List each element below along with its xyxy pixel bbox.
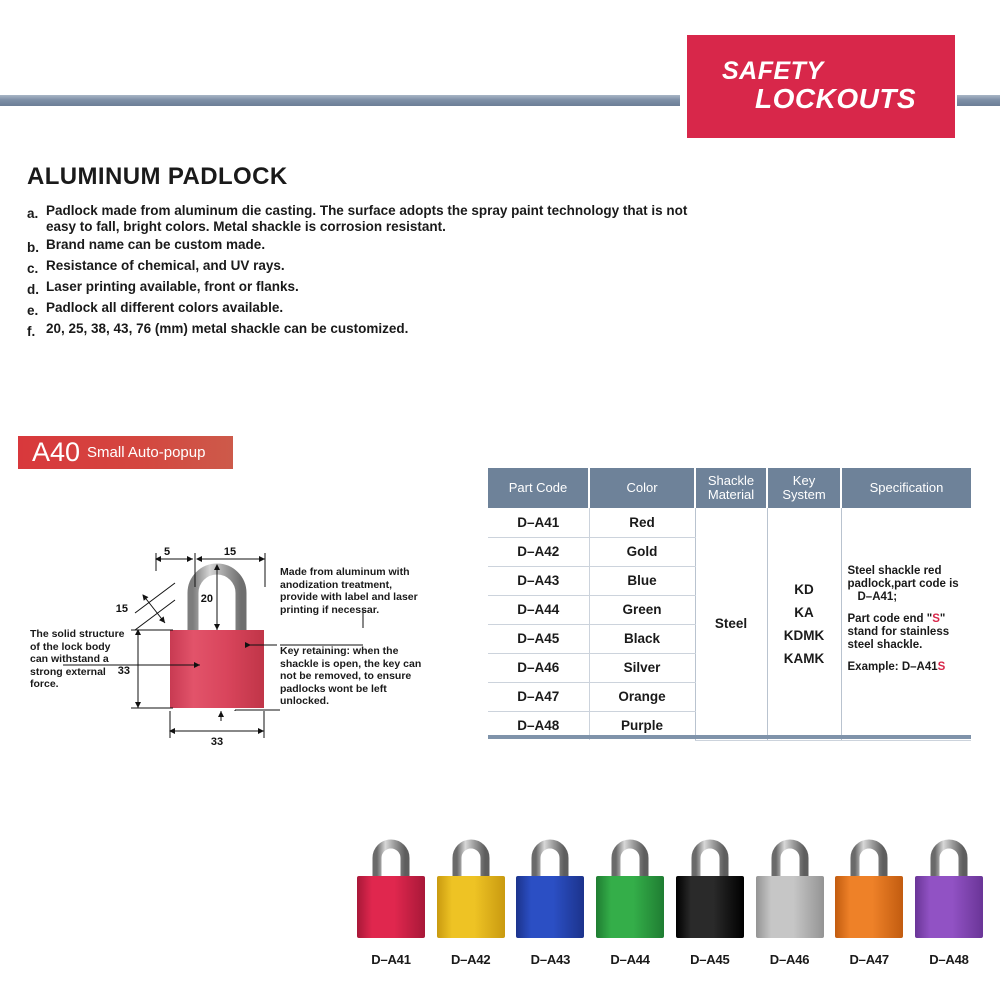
feature-key: b. — [27, 240, 39, 255]
cell-color: Orange — [589, 682, 695, 711]
padlock-image — [355, 836, 427, 946]
column-header-specification: Specification — [841, 468, 971, 508]
cell-part-code: D–A48 — [488, 711, 589, 740]
product-item-DA41[interactable] — [355, 836, 427, 986]
padlock-image — [833, 836, 905, 946]
spec-line6: steel shackle. — [847, 638, 923, 651]
product-label: D–A48 — [929, 952, 969, 967]
spec-line7a: Example: D–A41 — [847, 660, 938, 673]
header-rule-right — [957, 95, 1000, 106]
brand-name-line2: LOCKOUTS — [755, 83, 917, 114]
cell-part-code: D–A43 — [488, 566, 589, 595]
drawing-note-top: Made from aluminum with anodization treatment, provide with label and laser printing if necessar. — [280, 566, 418, 616]
brand-name-line1: SAFETY — [722, 57, 824, 85]
feature-key: f. — [27, 324, 36, 339]
feature-item-f — [27, 321, 707, 340]
spec-line4b: S — [932, 612, 940, 625]
brand-logo-box — [687, 35, 955, 138]
key-system-kdmk: KDMK — [783, 627, 825, 643]
product-gallery — [355, 836, 985, 986]
padlock-image — [913, 836, 985, 946]
cell-part-code: D–A47 — [488, 682, 589, 711]
product-label: D–A44 — [610, 952, 650, 967]
product-item-DA44[interactable] — [594, 836, 666, 986]
product-label: D–A43 — [530, 952, 571, 967]
padlock-image — [514, 836, 586, 946]
product-item-DA48[interactable] — [913, 836, 985, 986]
cell-key-system — [767, 508, 841, 740]
dim-shackle-offset: 5 — [163, 546, 171, 558]
product-label: D–A41 — [371, 952, 411, 967]
cell-color: Blue — [589, 566, 695, 595]
dim-body-height: 33 — [117, 665, 130, 677]
feature-item-e — [27, 300, 707, 319]
cell-part-code: D–A46 — [488, 653, 589, 682]
padlock-image — [435, 836, 507, 946]
key-system-kamk: KAMK — [783, 650, 825, 666]
spec-line3: D–A41; — [857, 590, 898, 603]
feature-list — [27, 203, 707, 342]
feature-item-c — [27, 258, 707, 277]
table-bottom-rule — [488, 735, 971, 739]
feature-item-d — [27, 279, 707, 298]
key-system-ka: KA — [794, 604, 814, 620]
feature-text: Padlock all different colors available. — [46, 300, 284, 315]
key-system-line2: System — [782, 487, 826, 502]
cell-part-code: D–A45 — [488, 624, 589, 653]
product-item-DA42[interactable] — [435, 836, 507, 986]
dim-shackle-diameter: 15 — [115, 603, 128, 615]
page-title: ALUMINUM PADLOCK — [27, 163, 288, 190]
column-header-shackle-material — [695, 468, 767, 508]
column-header-key-system — [767, 468, 841, 508]
cell-color: Black — [589, 624, 695, 653]
dim-shackle-width: 15 — [223, 546, 237, 558]
page-header — [0, 0, 1000, 150]
cell-color: Gold — [589, 537, 695, 566]
feature-text: 20, 25, 38, 43, 76 (mm) metal shackle can be customized. — [46, 321, 409, 336]
spec-line1: Steel shackle red — [847, 564, 942, 577]
specification-table — [488, 468, 971, 741]
table-header-row — [488, 468, 971, 508]
model-description: Small Auto-popup — [87, 444, 206, 461]
spec-line4c: " — [939, 612, 946, 625]
drawing-note-right: Key retaining: when the shackle is open, the key can not be removed, to ensure padlocks wont be left unlocked. — [280, 645, 422, 707]
cell-color: Silver — [589, 653, 695, 682]
product-label: D–A45 — [690, 952, 730, 967]
spec-line4a: Part code end " — [847, 612, 933, 625]
product-item-DA47[interactable] — [833, 836, 905, 986]
feature-text: Resistance of chemical, and UV rays. — [46, 258, 285, 273]
model-badge — [18, 436, 233, 469]
product-label: D–A46 — [769, 952, 810, 967]
shackle-material-line1: Shackle — [707, 473, 755, 488]
column-header-color: Color — [589, 468, 695, 508]
feature-text: Brand name can be custom made. — [46, 237, 266, 252]
header-rule-left — [0, 95, 680, 106]
spec-line5: stand for stainless — [847, 625, 950, 638]
feature-key: e. — [27, 303, 39, 318]
padlock-image — [674, 836, 746, 946]
feature-text: Padlock made from aluminum die casting. The surface adopts the spray paint technology that is not easy to fall, bright colors. Metal shackle is corrosion resistant. — [46, 203, 688, 234]
product-label: D–A47 — [849, 952, 889, 967]
key-system-line1: Key — [792, 473, 816, 488]
model-code: A40 — [32, 437, 81, 467]
feature-key: d. — [27, 282, 39, 297]
product-item-DA43[interactable] — [514, 836, 586, 986]
feature-key: c. — [27, 261, 39, 276]
padlock-image — [594, 836, 666, 946]
dim-shackle-clearance: 20 — [200, 593, 213, 605]
dim-body-width: 33 — [210, 736, 224, 748]
cell-part-code: D–A41 — [488, 508, 589, 537]
cell-color: Purple — [589, 711, 695, 740]
product-label: D–A42 — [450, 952, 491, 967]
column-header-part-code: Part Code — [488, 468, 589, 508]
feature-item-b — [27, 237, 707, 256]
table-row — [488, 508, 971, 537]
cell-part-code: D–A42 — [488, 537, 589, 566]
cell-specification — [841, 508, 971, 740]
cell-color: Green — [589, 595, 695, 624]
cell-color: Red — [589, 508, 695, 537]
product-item-DA45[interactable] — [674, 836, 746, 986]
spec-line7b: S — [937, 660, 946, 673]
cell-shackle-material: Steel — [695, 508, 767, 740]
drawing-note-left: The solid structure of the lock body can withstand a strong external force. — [30, 628, 125, 690]
feature-item-a — [27, 203, 707, 235]
spec-line2: padlock,part code is — [847, 577, 959, 590]
feature-text: Laser printing available, front or flanks. — [46, 279, 299, 294]
cell-part-code: D–A44 — [488, 595, 589, 624]
key-system-kd: KD — [794, 581, 814, 597]
product-item-DA46[interactable] — [754, 836, 826, 986]
shackle-material-line2: Material — [707, 487, 755, 502]
padlock-image — [754, 836, 826, 946]
technical-drawing — [25, 535, 455, 750]
feature-key: a. — [27, 206, 39, 221]
